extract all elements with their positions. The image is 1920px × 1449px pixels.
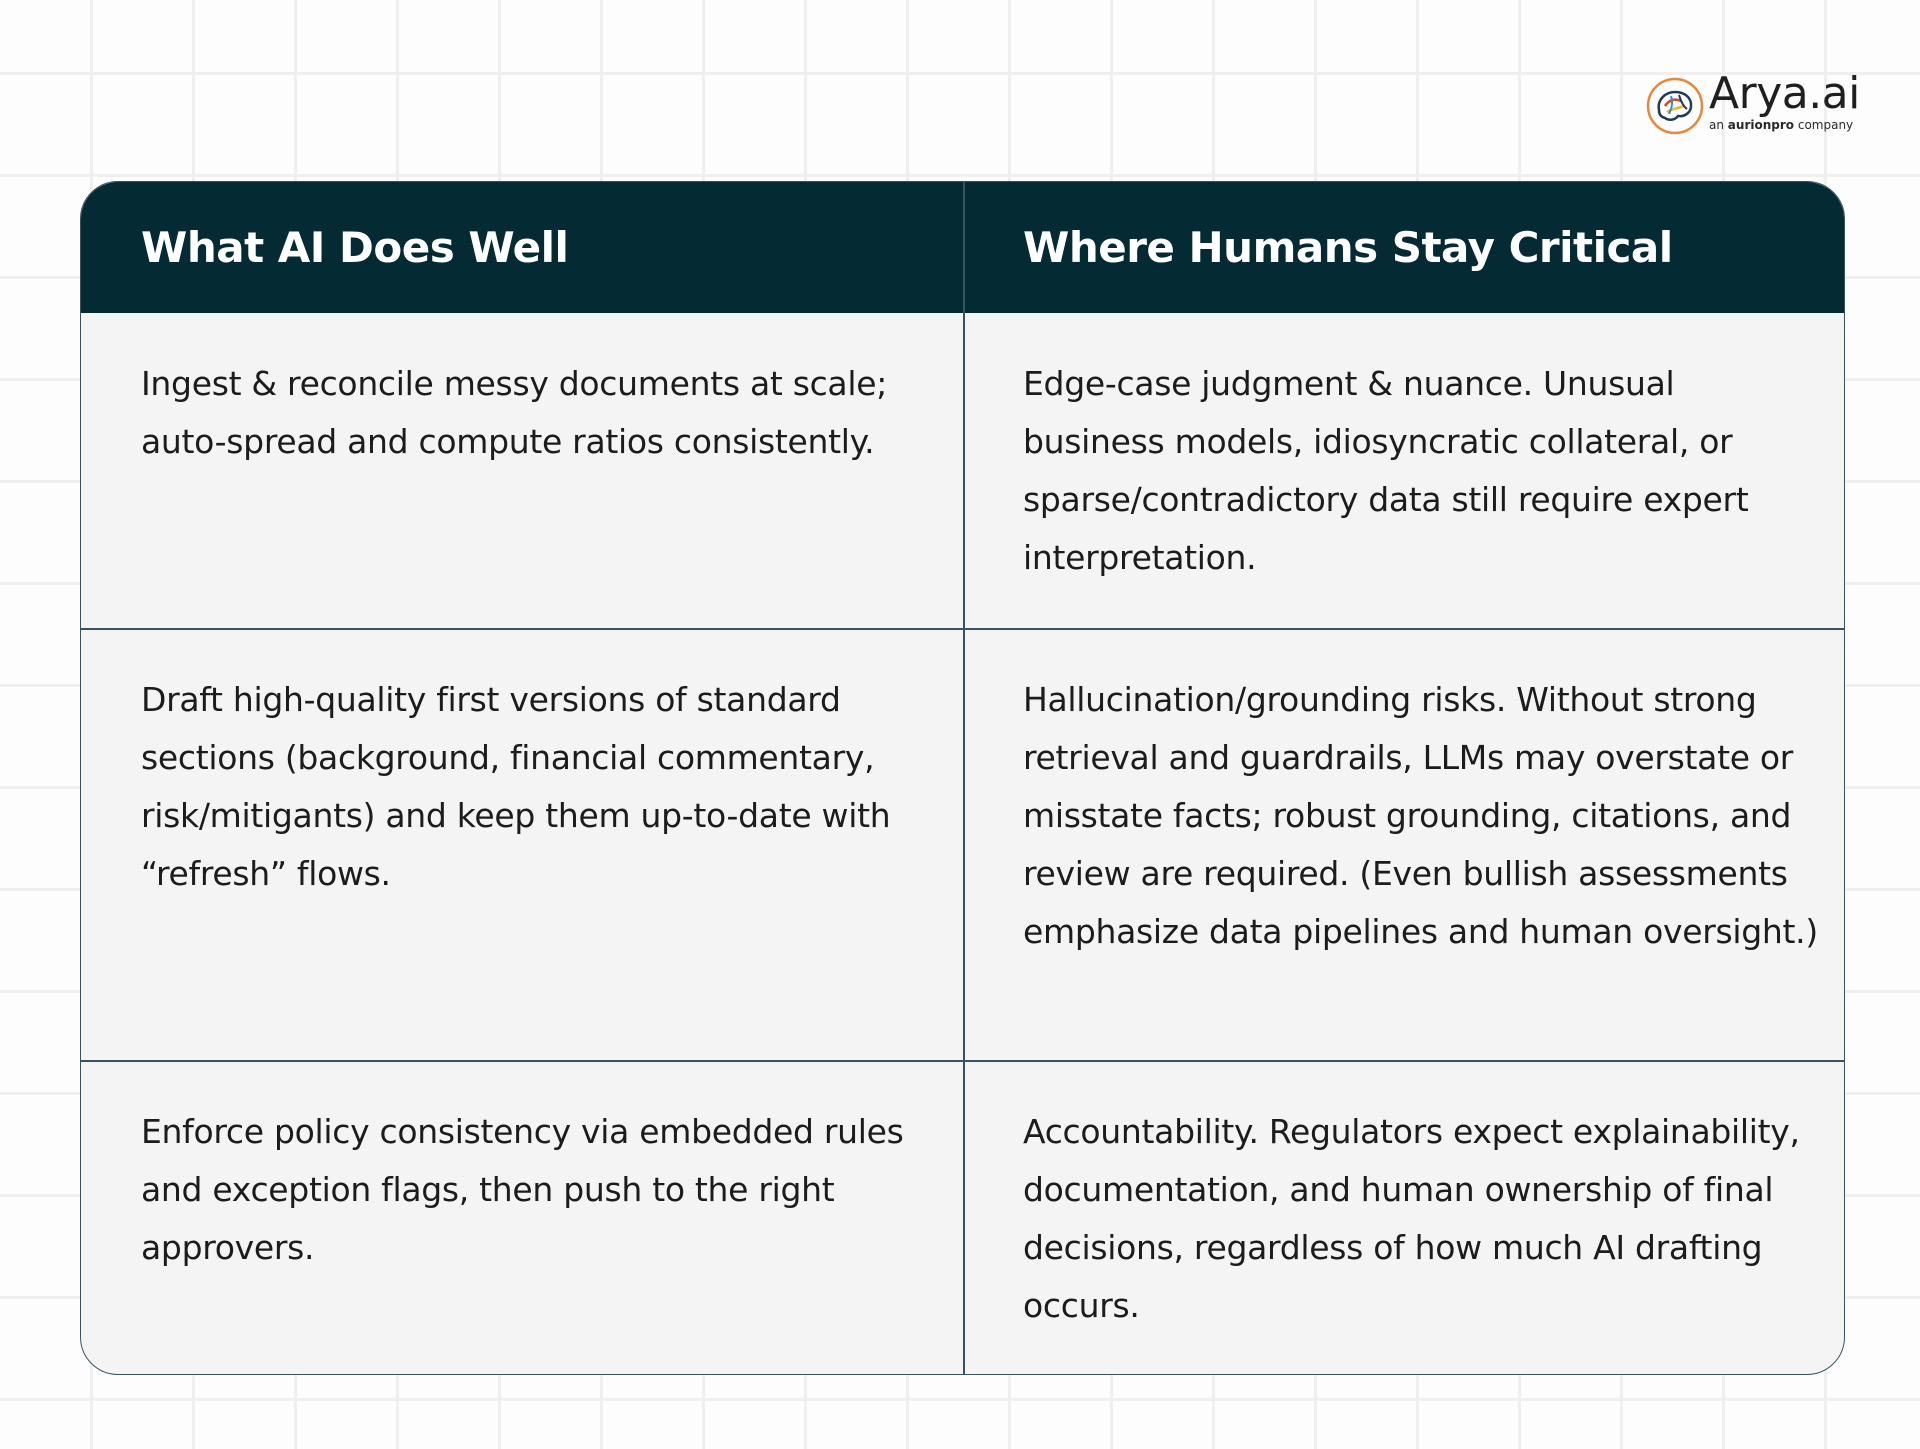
tagline-suffix: company — [1797, 118, 1854, 132]
tagline-prefix: an — [1709, 118, 1724, 132]
arya-brain-icon — [1645, 76, 1705, 136]
column-divider — [963, 182, 965, 1374]
table-cell-ai-row-1: Ingest & reconcile messy documents at scale; auto-spread and compute ratios consistently. — [141, 364, 888, 461]
table-cell-ai-row-2: Draft high-quality first versions of standard sections (background, financial commentary, risk/mitigants) and keep them up-to-date with “refresh” flows. — [141, 680, 891, 893]
arya-logo — [1645, 68, 1860, 136]
row-divider — [81, 1060, 1844, 1062]
table-cell-human-row-1: Edge-case judgment & nuance. Unusual business models, idiosyncratic collateral, or sparse/contradictory data still require expert interpretation. — [1023, 364, 1749, 577]
header-what-ai-does-well: What AI Does Well — [141, 223, 569, 272]
comparison-table — [80, 181, 1845, 1375]
brand-tagline — [1709, 118, 1853, 132]
row-divider — [81, 628, 1844, 630]
table-cell-human-row-2: Hallucination/grounding risks. Without strong retrieval and guardrails, LLMs may overstate or misstate facts; robust grounding, citations, and review are required. (Even bullish assessments emphasize data pipelines and human oversight.) — [1023, 680, 1818, 951]
header-where-humans-stay-critical: Where Humans Stay Critical — [1023, 223, 1673, 272]
table-cell-ai-row-3: Enforce policy consistency via embedded rules and exception flags, then push to the right approvers. — [141, 1112, 904, 1267]
table-cell-human-row-3: Accountability. Regulators expect explainability, documentation, and human ownership of final decisions, regardless of how much AI drafting occurs. — [1023, 1112, 1800, 1325]
brand-name: Arya.ai — [1709, 68, 1860, 119]
tagline-brand: aurionpro — [1727, 118, 1795, 132]
